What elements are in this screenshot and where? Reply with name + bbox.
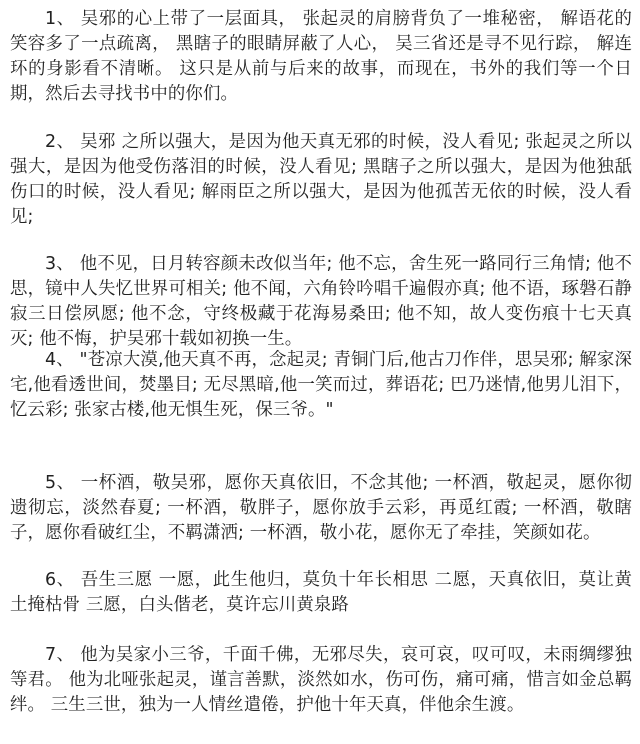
- paragraph-7: 7、 他为吴家小三爷，千面千佛，无邪尽失，哀可哀，叹可叹，未雨绸缪独等君。 他为北哑张起灵，谨言善默，淡然如水，伤可伤，痛可痛，惜言如金总羁绊。 三生三世，独为一人情丝遣倦，护他十年天真，伴他余生渡。: [10, 645, 632, 715]
- paragraph-2: 2、 吴邪 之所以强大，是因为他天真无邪的时候，没人看见; 张起灵之所以强大，是因为他受伤落泪的时候，没人看见; 黑瞎子之所以强大，是因为他独舐伤口的时候，没人看见; 解雨臣之所以强大，是因为他孤苦无依的时候，没人看见;: [10, 132, 632, 227]
- paragraph-5: 5、 一杯酒，敬吴邪，愿你天真依旧，不念其他; 一杯酒，敬起灵，愿你彻遗彻忘，淡然春夏; 一杯酒，敬胖子，愿你放手云彩，再觅红霞; 一杯酒，敬瞎子，愿你看破红尘，不羁潇洒; 一杯酒，敬小花，愿你无了牵挂，笑颜如花。: [10, 473, 632, 543]
- paragraph-4: 4、 "苍凉大漠,他天真不再，念起灵; 青铜门后,他古刀作伴，思吴邪; 解家深宅,他看透世间，焚墨目; 无尽黑暗,他一笑而过，葬语花; 巴乃迷情,他男儿泪下，忆云彩; 张家古楼,他无惧生死，保三爷。": [10, 350, 632, 420]
- paragraph-1: 1、 吴邪的心上带了一层面具， 张起灵的肩膀背负了一堆秘密， 解语花的笑容多了一点疏离， 黑瞎子的眼睛屏蔽了人心， 吴三省还是寻不见行踪， 解连环的身影看不清晰。 这只是从前与后来的故事，而现在，书外的我们等一个日期，然后去寻找书中的你们。: [10, 9, 632, 104]
- paragraph-6: 6、 吾生三愿 一愿，此生他归，莫负十年长相思 二愿，天真依旧，莫让黄土掩枯骨 三愿，白头偕老，莫许忘川黄泉路: [10, 570, 632, 615]
- paragraph-3: 3、 他不见，日月转容颜未改似当年; 他不忘，舍生死一路同行三角情; 他不思，镜中人失忆世界可相关; 他不闻，六角铃吟唱千遍假亦真; 他不语，琢磐石静寂三日偿夙愿; 他不念，守终极藏于花海易桑田; 他不知，故人变伤痕十七天真灭; 他不悔，护吴邪十载如初换一生。: [10, 254, 632, 349]
